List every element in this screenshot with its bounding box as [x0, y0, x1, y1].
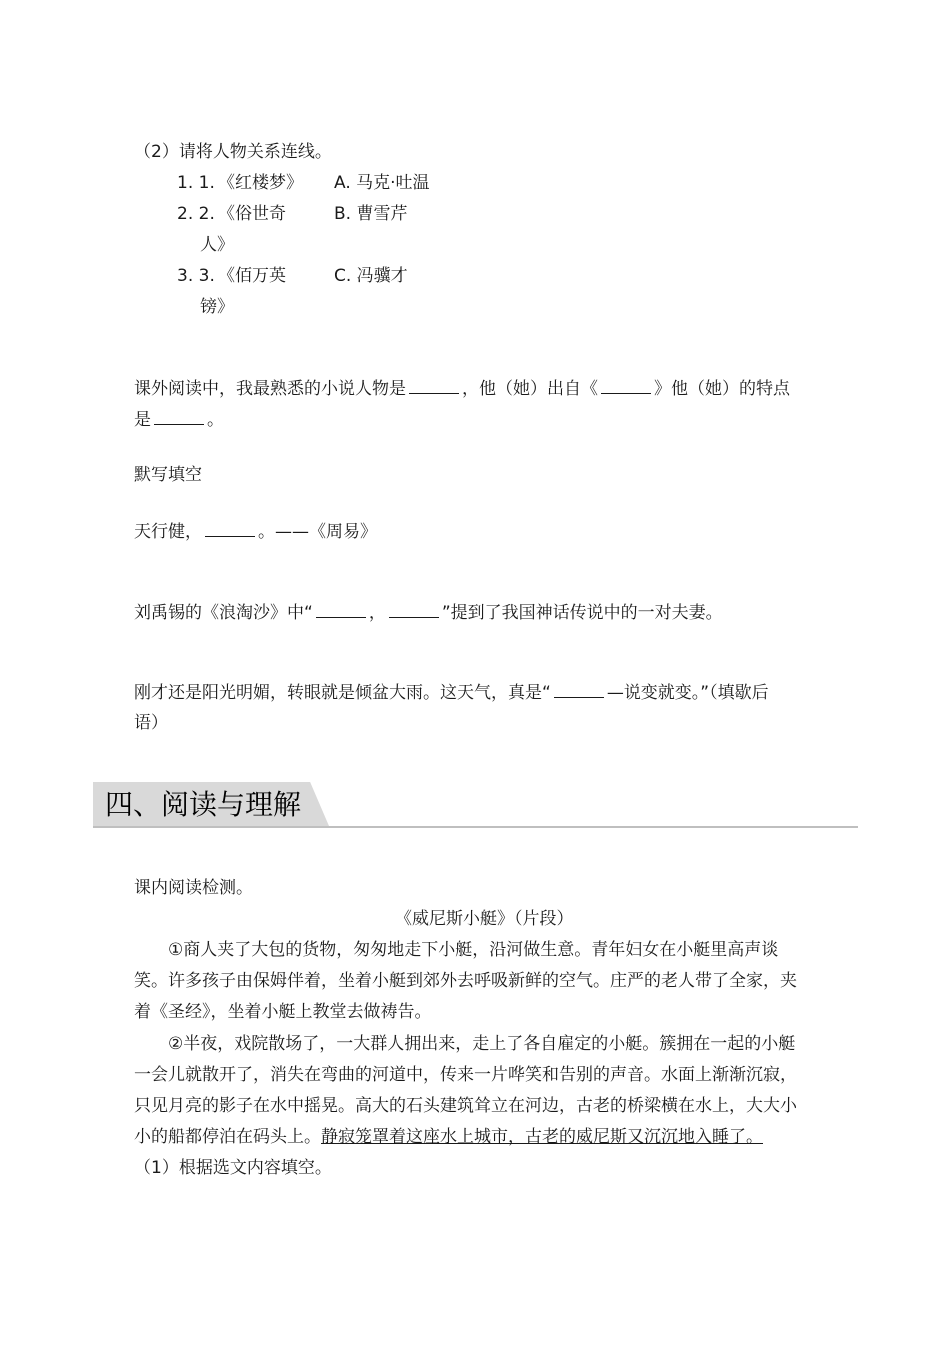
question-1-title: （1）根据选文内容填空。	[134, 1158, 332, 1178]
answer-blank[interactable]	[554, 681, 604, 698]
dictation-text: 刚才还是阳光明媚，转眼就是倾盆大雨。这天气，真是“	[134, 683, 551, 703]
passage-line: 笑。许多孩子由保姆伴着，坐着小艇到郊外去呼吸新鲜的空气。庄严的老人带了全家，夹	[134, 971, 797, 991]
answer-blank[interactable]	[316, 601, 366, 618]
match-item-3-book: 《佰万英	[218, 266, 286, 286]
passage-line: ②半夜，戏院散场了，一大群人拥出来，走上了各自雇定的小艇。簇拥在一起的小艇	[168, 1034, 796, 1054]
extra-reading-text-5: 。	[207, 410, 224, 430]
underlined-sentence: 静寂笼罩着这座水上城市，古老的威尼斯又沉沉地入睡了。	[321, 1127, 763, 1147]
dictation-text: ”提到了我国神话传说中的一对夫妻。	[441, 603, 723, 623]
section-title: 四、阅读与理解	[105, 788, 302, 821]
dictation-text: —说变就变。”（填歇后	[606, 683, 769, 703]
match-item-3-author: C. 冯骥才	[334, 266, 408, 286]
dictation-line-2	[134, 601, 723, 624]
dictation-heading: 默写填空	[134, 465, 202, 485]
extra-reading-line-2	[134, 408, 224, 431]
dictation-text: 。——《周易》	[258, 522, 377, 542]
passage-line: ①商人夹了大包的货物，匆匆地走下小艇，沿河做生意。青年妇女在小艇里高声谈	[168, 940, 779, 960]
extra-reading-line-1	[134, 377, 790, 400]
match-item-3-number: 3. 3.	[177, 266, 215, 286]
answer-blank[interactable]	[601, 377, 651, 394]
match-item-3-book-cont: 镑》	[200, 297, 234, 317]
match-item-2-number: 2. 2.	[177, 204, 215, 224]
extra-reading-text-2: ，他（她）出自《	[462, 379, 598, 399]
answer-blank[interactable]	[154, 408, 204, 425]
match-item-2-book: 《俗世奇	[218, 204, 286, 224]
dictation-text: ，	[368, 603, 386, 623]
dictation-text: 刘禹锡的《浪淘沙》中“	[134, 603, 313, 623]
extra-reading-text-4: 是	[134, 410, 151, 430]
passage-line: 一会儿就散开了，消失在弯曲的河道中，传来一片哗笑和告别的声音。水面上渐渐沉寂，	[134, 1065, 797, 1085]
match-item-2-author: B. 曹雪芹	[334, 204, 408, 224]
passage-text: 小的船都停泊在码头上。	[134, 1127, 321, 1147]
reading-intro: 课内阅读检测。	[134, 878, 253, 898]
dictation-line-3	[134, 681, 769, 704]
match-item-2-book-cont: 人》	[200, 235, 234, 255]
section-header	[93, 782, 858, 828]
passage-line: 着《圣经》，坐着小艇上教堂去做祷告。	[134, 1002, 432, 1022]
question-2-title: （2）请将人物关系连线。	[134, 142, 332, 162]
dictation-line-3-cont: 语）	[134, 713, 168, 733]
match-item-1-book: 《红楼梦》	[218, 173, 303, 193]
section-header-rule	[93, 826, 858, 828]
answer-blank[interactable]	[205, 520, 255, 537]
answer-blank[interactable]	[389, 601, 439, 618]
extra-reading-text-1: 课外阅读中，我最熟悉的小说人物是	[134, 379, 406, 399]
answer-blank[interactable]	[409, 377, 459, 394]
dictation-text: 天行健，	[134, 522, 202, 542]
extra-reading-text-3: 》他（她）的特点	[654, 379, 790, 399]
passage-line: 只见月亮的影子在水中摇晃。高大的石头建筑耸立在河边，古老的桥梁横在水上，大大小	[134, 1096, 797, 1116]
match-item-1-number: 1. 1.	[177, 173, 215, 193]
passage-line	[134, 1126, 763, 1148]
dictation-line-1	[134, 520, 377, 543]
match-item-1-author: A. 马克·吐温	[334, 173, 430, 193]
passage-title: 《威尼斯小艇》（片段）	[395, 909, 574, 929]
